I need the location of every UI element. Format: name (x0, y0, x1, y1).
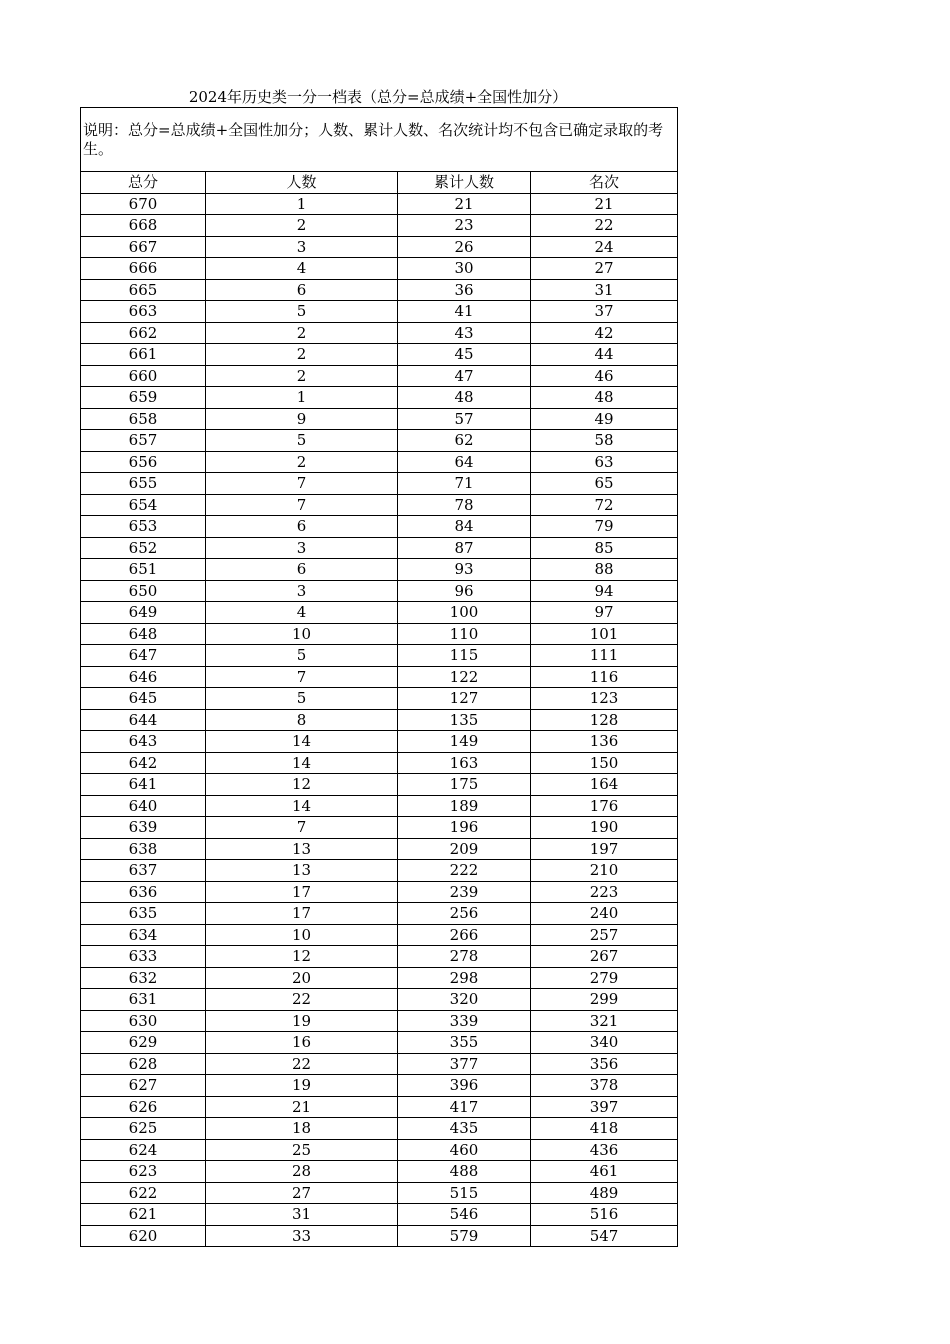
rank-cell: 22 (531, 215, 678, 237)
count-cell: 22 (206, 989, 398, 1011)
table-row (81, 344, 678, 366)
rank-cell: 88 (531, 559, 678, 581)
table-row (81, 1225, 678, 1247)
count-cell: 7 (206, 666, 398, 688)
rank-cell: 267 (531, 946, 678, 968)
count-cell: 13 (206, 860, 398, 882)
total-score-cell: 641 (81, 774, 206, 796)
rank-cell: 197 (531, 838, 678, 860)
cumulative-cell: 47 (398, 365, 531, 387)
table-row (81, 580, 678, 602)
total-score-cell: 662 (81, 322, 206, 344)
rank-cell: 101 (531, 623, 678, 645)
rank-cell: 116 (531, 666, 678, 688)
table-row (81, 645, 678, 667)
total-score-cell: 637 (81, 860, 206, 882)
rank-cell: 547 (531, 1225, 678, 1247)
count-cell: 17 (206, 881, 398, 903)
cumulative-cell: 488 (398, 1161, 531, 1183)
total-score-cell: 670 (81, 193, 206, 215)
count-cell: 13 (206, 838, 398, 860)
count-cell: 6 (206, 279, 398, 301)
count-cell: 3 (206, 236, 398, 258)
count-cell: 17 (206, 903, 398, 925)
total-score-cell: 631 (81, 989, 206, 1011)
cumulative-cell: 175 (398, 774, 531, 796)
table-row (81, 838, 678, 860)
total-score-cell: 626 (81, 1096, 206, 1118)
cumulative-cell: 23 (398, 215, 531, 237)
cumulative-cell: 87 (398, 537, 531, 559)
rank-cell: 46 (531, 365, 678, 387)
cumulative-cell: 579 (398, 1225, 531, 1247)
count-cell: 27 (206, 1182, 398, 1204)
rank-cell: 516 (531, 1204, 678, 1226)
table-row (81, 623, 678, 645)
rank-cell: 31 (531, 279, 678, 301)
cumulative-cell: 546 (398, 1204, 531, 1226)
total-score-cell: 638 (81, 838, 206, 860)
total-score-cell: 621 (81, 1204, 206, 1226)
cumulative-cell: 62 (398, 430, 531, 452)
rank-cell: 489 (531, 1182, 678, 1204)
total-score-cell: 632 (81, 967, 206, 989)
table-row (81, 494, 678, 516)
total-score-cell: 655 (81, 473, 206, 495)
total-score-cell: 653 (81, 516, 206, 538)
cumulative-cell: 377 (398, 1053, 531, 1075)
cumulative-cell: 96 (398, 580, 531, 602)
table-row (81, 1139, 678, 1161)
count-cell: 1 (206, 387, 398, 409)
count-cell: 7 (206, 817, 398, 839)
total-score-cell: 665 (81, 279, 206, 301)
rank-cell: 299 (531, 989, 678, 1011)
cumulative-cell: 222 (398, 860, 531, 882)
table-row (81, 666, 678, 688)
total-score-cell: 659 (81, 387, 206, 409)
count-cell: 3 (206, 537, 398, 559)
count-cell: 5 (206, 301, 398, 323)
cumulative-cell: 135 (398, 709, 531, 731)
table-row (81, 795, 678, 817)
table-row (81, 752, 678, 774)
total-score-cell: 644 (81, 709, 206, 731)
count-cell: 33 (206, 1225, 398, 1247)
total-score-cell: 625 (81, 1118, 206, 1140)
cumulative-cell: 196 (398, 817, 531, 839)
rank-cell: 378 (531, 1075, 678, 1097)
total-score-cell: 628 (81, 1053, 206, 1075)
cumulative-cell: 339 (398, 1010, 531, 1032)
rank-cell: 461 (531, 1161, 678, 1183)
rank-cell: 321 (531, 1010, 678, 1032)
count-cell: 12 (206, 946, 398, 968)
table-row (81, 967, 678, 989)
total-score-cell: 640 (81, 795, 206, 817)
table-row (81, 860, 678, 882)
cumulative-cell: 26 (398, 236, 531, 258)
rank-cell: 49 (531, 408, 678, 430)
rank-cell: 27 (531, 258, 678, 280)
count-cell: 16 (206, 1032, 398, 1054)
rank-cell: 279 (531, 967, 678, 989)
cumulative-cell: 435 (398, 1118, 531, 1140)
cumulative-cell: 189 (398, 795, 531, 817)
count-cell: 6 (206, 516, 398, 538)
table-row (81, 408, 678, 430)
total-score-cell: 666 (81, 258, 206, 280)
table-row (81, 817, 678, 839)
table-row (81, 1118, 678, 1140)
count-cell: 10 (206, 924, 398, 946)
total-score-cell: 663 (81, 301, 206, 323)
total-score-cell: 633 (81, 946, 206, 968)
rank-cell: 24 (531, 236, 678, 258)
note-cell: 说明：总分=总成绩+全国性加分；人数、累计人数、名次统计均不包含已确定录取的考生。 (81, 108, 678, 172)
total-score-cell: 650 (81, 580, 206, 602)
total-score-cell: 643 (81, 731, 206, 753)
total-score-cell: 661 (81, 344, 206, 366)
table-row (81, 989, 678, 1011)
total-score-cell: 645 (81, 688, 206, 710)
table-row (81, 709, 678, 731)
table-row (81, 236, 678, 258)
table-row (81, 322, 678, 344)
rank-cell: 128 (531, 709, 678, 731)
table-row (81, 946, 678, 968)
table-row (81, 1032, 678, 1054)
table-row (81, 387, 678, 409)
rank-cell: 42 (531, 322, 678, 344)
total-score-cell: 635 (81, 903, 206, 925)
table-row (81, 1204, 678, 1226)
total-score-cell: 634 (81, 924, 206, 946)
rank-cell: 164 (531, 774, 678, 796)
cumulative-cell: 100 (398, 602, 531, 624)
count-cell: 31 (206, 1204, 398, 1226)
cumulative-cell: 320 (398, 989, 531, 1011)
cumulative-cell: 256 (398, 903, 531, 925)
rank-cell: 48 (531, 387, 678, 409)
total-score-cell: 658 (81, 408, 206, 430)
count-cell: 21 (206, 1096, 398, 1118)
count-cell: 5 (206, 688, 398, 710)
count-cell: 2 (206, 215, 398, 237)
count-cell: 22 (206, 1053, 398, 1075)
count-cell: 4 (206, 258, 398, 280)
total-score-cell: 629 (81, 1032, 206, 1054)
table-row (81, 924, 678, 946)
count-cell: 19 (206, 1010, 398, 1032)
cumulative-cell: 127 (398, 688, 531, 710)
cumulative-cell: 78 (398, 494, 531, 516)
cumulative-cell: 266 (398, 924, 531, 946)
table-row (81, 193, 678, 215)
total-score-cell: 624 (81, 1139, 206, 1161)
count-cell: 2 (206, 451, 398, 473)
cumulative-cell: 43 (398, 322, 531, 344)
count-cell: 19 (206, 1075, 398, 1097)
rank-cell: 58 (531, 430, 678, 452)
cumulative-cell: 21 (398, 193, 531, 215)
column-header-count: 人数 (206, 172, 398, 194)
table-row (81, 731, 678, 753)
cumulative-cell: 41 (398, 301, 531, 323)
rank-cell: 37 (531, 301, 678, 323)
count-cell: 2 (206, 344, 398, 366)
count-cell: 8 (206, 709, 398, 731)
total-score-cell: 627 (81, 1075, 206, 1097)
table-row (81, 301, 678, 323)
score-table (80, 107, 678, 1247)
total-score-cell: 622 (81, 1182, 206, 1204)
rank-cell: 436 (531, 1139, 678, 1161)
table-row (81, 1161, 678, 1183)
cumulative-cell: 48 (398, 387, 531, 409)
cumulative-cell: 122 (398, 666, 531, 688)
count-cell: 2 (206, 322, 398, 344)
rank-cell: 97 (531, 602, 678, 624)
rank-cell: 340 (531, 1032, 678, 1054)
count-cell: 7 (206, 473, 398, 495)
count-cell: 28 (206, 1161, 398, 1183)
table-row (81, 559, 678, 581)
count-cell: 14 (206, 731, 398, 753)
rank-cell: 190 (531, 817, 678, 839)
count-cell: 6 (206, 559, 398, 581)
cumulative-cell: 460 (398, 1139, 531, 1161)
cumulative-cell: 355 (398, 1032, 531, 1054)
count-cell: 5 (206, 430, 398, 452)
table-row (81, 279, 678, 301)
rank-cell: 223 (531, 881, 678, 903)
cumulative-cell: 278 (398, 946, 531, 968)
count-cell: 18 (206, 1118, 398, 1140)
cumulative-cell: 30 (398, 258, 531, 280)
cumulative-cell: 110 (398, 623, 531, 645)
rank-cell: 210 (531, 860, 678, 882)
count-cell: 14 (206, 752, 398, 774)
count-cell: 25 (206, 1139, 398, 1161)
rank-cell: 65 (531, 473, 678, 495)
table-row (81, 1075, 678, 1097)
cumulative-cell: 64 (398, 451, 531, 473)
table-row (81, 451, 678, 473)
cumulative-cell: 57 (398, 408, 531, 430)
cumulative-cell: 149 (398, 731, 531, 753)
rank-cell: 21 (531, 193, 678, 215)
count-cell: 5 (206, 645, 398, 667)
count-cell: 14 (206, 795, 398, 817)
column-header-cumulative: 累计人数 (398, 172, 531, 194)
column-header-rank: 名次 (531, 172, 678, 194)
column-header-total-score: 总分 (81, 172, 206, 194)
rank-cell: 136 (531, 731, 678, 753)
total-score-cell: 656 (81, 451, 206, 473)
table-row (81, 602, 678, 624)
total-score-cell: 623 (81, 1161, 206, 1183)
rank-cell: 123 (531, 688, 678, 710)
count-cell: 10 (206, 623, 398, 645)
total-score-cell: 642 (81, 752, 206, 774)
cumulative-cell: 71 (398, 473, 531, 495)
table-row (81, 774, 678, 796)
cumulative-cell: 417 (398, 1096, 531, 1118)
total-score-cell: 646 (81, 666, 206, 688)
note-row (81, 108, 678, 172)
total-score-cell: 648 (81, 623, 206, 645)
total-score-cell: 660 (81, 365, 206, 387)
count-cell: 4 (206, 602, 398, 624)
cumulative-cell: 84 (398, 516, 531, 538)
rank-cell: 257 (531, 924, 678, 946)
table-row (81, 688, 678, 710)
cumulative-cell: 298 (398, 967, 531, 989)
table-row (81, 1010, 678, 1032)
table-row (81, 258, 678, 280)
cumulative-cell: 36 (398, 279, 531, 301)
cumulative-cell: 45 (398, 344, 531, 366)
count-cell: 9 (206, 408, 398, 430)
header-row (81, 172, 678, 194)
table-row (81, 473, 678, 495)
total-score-cell: 636 (81, 881, 206, 903)
cumulative-cell: 115 (398, 645, 531, 667)
total-score-cell: 639 (81, 817, 206, 839)
total-score-cell: 651 (81, 559, 206, 581)
count-cell: 3 (206, 580, 398, 602)
cumulative-cell: 396 (398, 1075, 531, 1097)
cumulative-cell: 163 (398, 752, 531, 774)
cumulative-cell: 93 (398, 559, 531, 581)
rank-cell: 176 (531, 795, 678, 817)
count-cell: 12 (206, 774, 398, 796)
count-cell: 1 (206, 193, 398, 215)
cumulative-cell: 209 (398, 838, 531, 860)
table-row (81, 903, 678, 925)
rank-cell: 72 (531, 494, 678, 516)
total-score-cell: 668 (81, 215, 206, 237)
table-row (81, 365, 678, 387)
rank-cell: 44 (531, 344, 678, 366)
total-score-cell: 657 (81, 430, 206, 452)
table-row (81, 430, 678, 452)
cumulative-cell: 515 (398, 1182, 531, 1204)
cumulative-cell: 239 (398, 881, 531, 903)
rank-cell: 63 (531, 451, 678, 473)
table-row (81, 1096, 678, 1118)
rank-cell: 79 (531, 516, 678, 538)
total-score-cell: 630 (81, 1010, 206, 1032)
count-cell: 20 (206, 967, 398, 989)
count-cell: 2 (206, 365, 398, 387)
rank-cell: 240 (531, 903, 678, 925)
table-row (81, 1053, 678, 1075)
rank-cell: 85 (531, 537, 678, 559)
table-row (81, 215, 678, 237)
table-row (81, 516, 678, 538)
total-score-cell: 649 (81, 602, 206, 624)
table-row (81, 1182, 678, 1204)
rank-cell: 397 (531, 1096, 678, 1118)
total-score-cell: 654 (81, 494, 206, 516)
rank-cell: 94 (531, 580, 678, 602)
total-score-cell: 667 (81, 236, 206, 258)
total-score-cell: 652 (81, 537, 206, 559)
rank-cell: 356 (531, 1053, 678, 1075)
count-cell: 7 (206, 494, 398, 516)
rank-cell: 418 (531, 1118, 678, 1140)
table-row (81, 881, 678, 903)
rank-cell: 150 (531, 752, 678, 774)
total-score-cell: 620 (81, 1225, 206, 1247)
total-score-cell: 647 (81, 645, 206, 667)
table-row (81, 537, 678, 559)
sheet-title: 2024年历史类一分一档表（总分=总成绩+全国性加分） (188, 88, 568, 106)
rank-cell: 111 (531, 645, 678, 667)
